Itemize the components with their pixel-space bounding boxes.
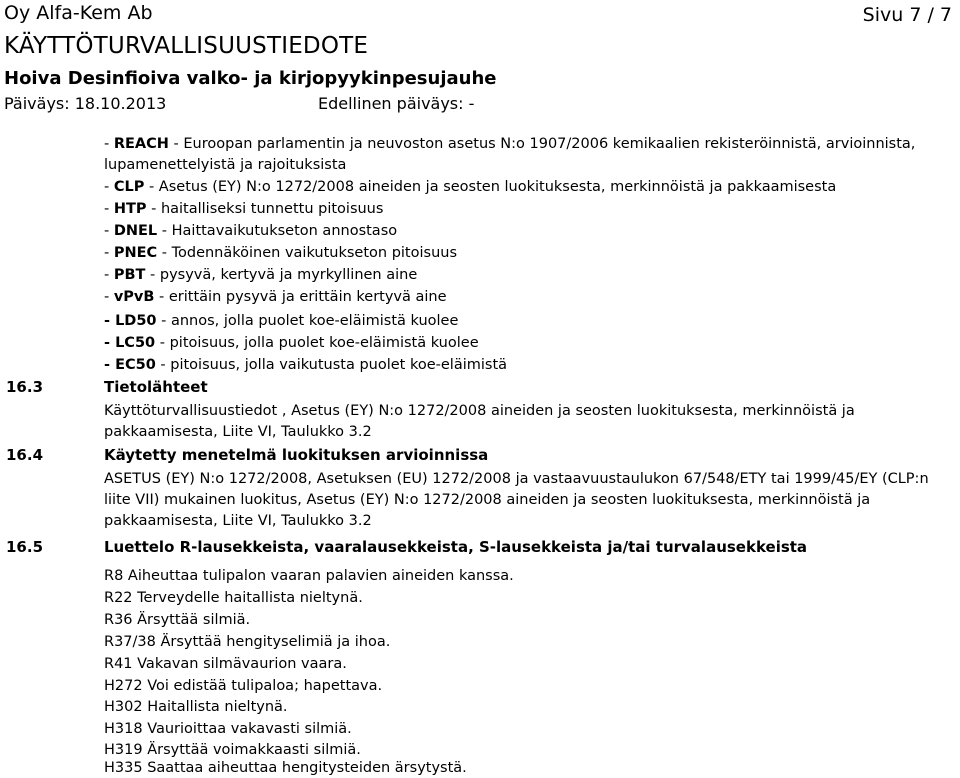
abbreviation-line: - EC50 - pitoisuus, jolla vaikutusta puolet koe-eläimistä xyxy=(104,357,508,373)
phrase-item: R8 Aiheuttaa tulipalon vaaran palavien aineiden kanssa. xyxy=(104,568,514,584)
section-title: Käytetty menetelmä luokituksen arvioinnissa xyxy=(104,446,489,464)
product-name: Hoiva Desinfioiva valko- ja kirjopyykinpesujauhe xyxy=(4,68,497,89)
abbreviation-term: HTP xyxy=(113,201,147,217)
phrase-item: R22 Terveydelle haitallista nieltynä. xyxy=(104,590,363,606)
phrase-item: H272 Voi edistää tulipaloa; hapettava. xyxy=(104,678,383,694)
section-number: 16.3 xyxy=(6,378,44,396)
abbreviation-term: - LC50 xyxy=(104,335,156,351)
section-text: ASETUS (EY) N:o 1272/2008, Asetuksen (EU) 1272/2008 ja vastaavuustaulukon 67/548/ETY tai 1999/45/EY (CLP:n liite VII) mukainen luokitus, Asetus (EY) N:o 1272/2008 aineiden ja seosten luokituksesta, merkinnöistä ja pakkaamisesta, Liite VI, Taulukko 3.2 xyxy=(104,471,929,529)
abbreviation-line: - vPvB - erittäin pysyvä ja erittäin kertyvä aine xyxy=(104,289,447,305)
section-text: Käyttöturvallisuustiedot , Asetus (EY) N:o 1272/2008 aineiden ja seosten luokituksesta, merkinnöistä ja pakkaamisesta, Liite VI, Taulukko 3.2 xyxy=(104,403,855,440)
section-title: Luettelo R-lausekkeista, vaaralausekkeista, S-lausekkeista ja/tai turvalausekkeista xyxy=(104,538,808,556)
abbreviation-line: - PNEC - Todennäköinen vaikutukseton pitoisuus xyxy=(104,245,457,261)
abbreviation-line: - PBT - pysyvä, kertyvä ja myrkyllinen aine xyxy=(104,267,418,283)
abbreviation-term: - LD50 xyxy=(104,313,157,329)
section-number: 16.5 xyxy=(6,538,44,556)
abbreviation-line: lupamenettelyistä ja rajoituksista xyxy=(104,157,347,173)
abbreviation-line: - LC50 - pitoisuus, jolla puolet koe-eläimistä kuolee xyxy=(104,335,479,351)
abbreviation-term: CLP xyxy=(113,179,145,195)
section-title: Tietolähteet xyxy=(104,378,208,396)
section-number: 16.4 xyxy=(6,446,44,464)
document-title: KÄYTTÖTURVALLISUUSTIEDOTE xyxy=(4,33,369,59)
issue-date: Päiväys: 18.10.2013 xyxy=(4,94,167,113)
abbreviation-term: PNEC xyxy=(113,245,158,261)
abbreviation-term: vPvB xyxy=(113,289,155,305)
page-number: Sivu 7 / 7 xyxy=(862,4,952,26)
abbreviation-term: REACH xyxy=(113,136,169,152)
phrase-item: R41 Vakavan silmävaurion vaara. xyxy=(104,656,347,672)
abbreviation-line: - CLP - Asetus (EY) N:o 1272/2008 aineiden ja seosten luokituksesta, merkinnöistä ja pakkaamisesta xyxy=(104,179,837,195)
phrase-item: R37/38 Ärsyttää hengityselimiä ja ihoa. xyxy=(104,634,391,650)
previous-date: Edellinen päiväys: - xyxy=(318,94,475,113)
abbreviation-term: DNEL xyxy=(113,223,158,239)
abbreviation-line: - HTP - haitalliseksi tunnettu pitoisuus xyxy=(104,201,384,217)
phrase-item: H302 Haitallista nieltynä. xyxy=(104,699,288,715)
phrase-item: H335 Saattaa aiheuttaa hengitysteiden ärsytystä. xyxy=(104,760,467,776)
abbreviation-term: PBT xyxy=(113,267,146,283)
abbreviation-term: - EC50 xyxy=(104,357,156,373)
abbreviation-line: - DNEL - Haittavaikutukseton annostaso xyxy=(104,223,398,239)
phrase-item: R36 Ärsyttää silmiä. xyxy=(104,612,251,628)
abbreviation-line: - LD50 - annos, jolla puolet koe-eläimistä kuolee xyxy=(104,313,459,329)
abbreviation-line: - REACH - Euroopan parlamentin ja neuvoston asetus N:o 1907/2006 kemikaalien rekisteröinnistä, arvioinnista, xyxy=(104,136,916,152)
company-name: Oy Alfa-Kem Ab xyxy=(4,2,153,24)
phrase-item: H318 Vaurioittaa vakavasti silmiä. xyxy=(104,721,352,737)
phrase-item: H319 Ärsyttää voimakkaasti silmiä. xyxy=(104,742,361,758)
